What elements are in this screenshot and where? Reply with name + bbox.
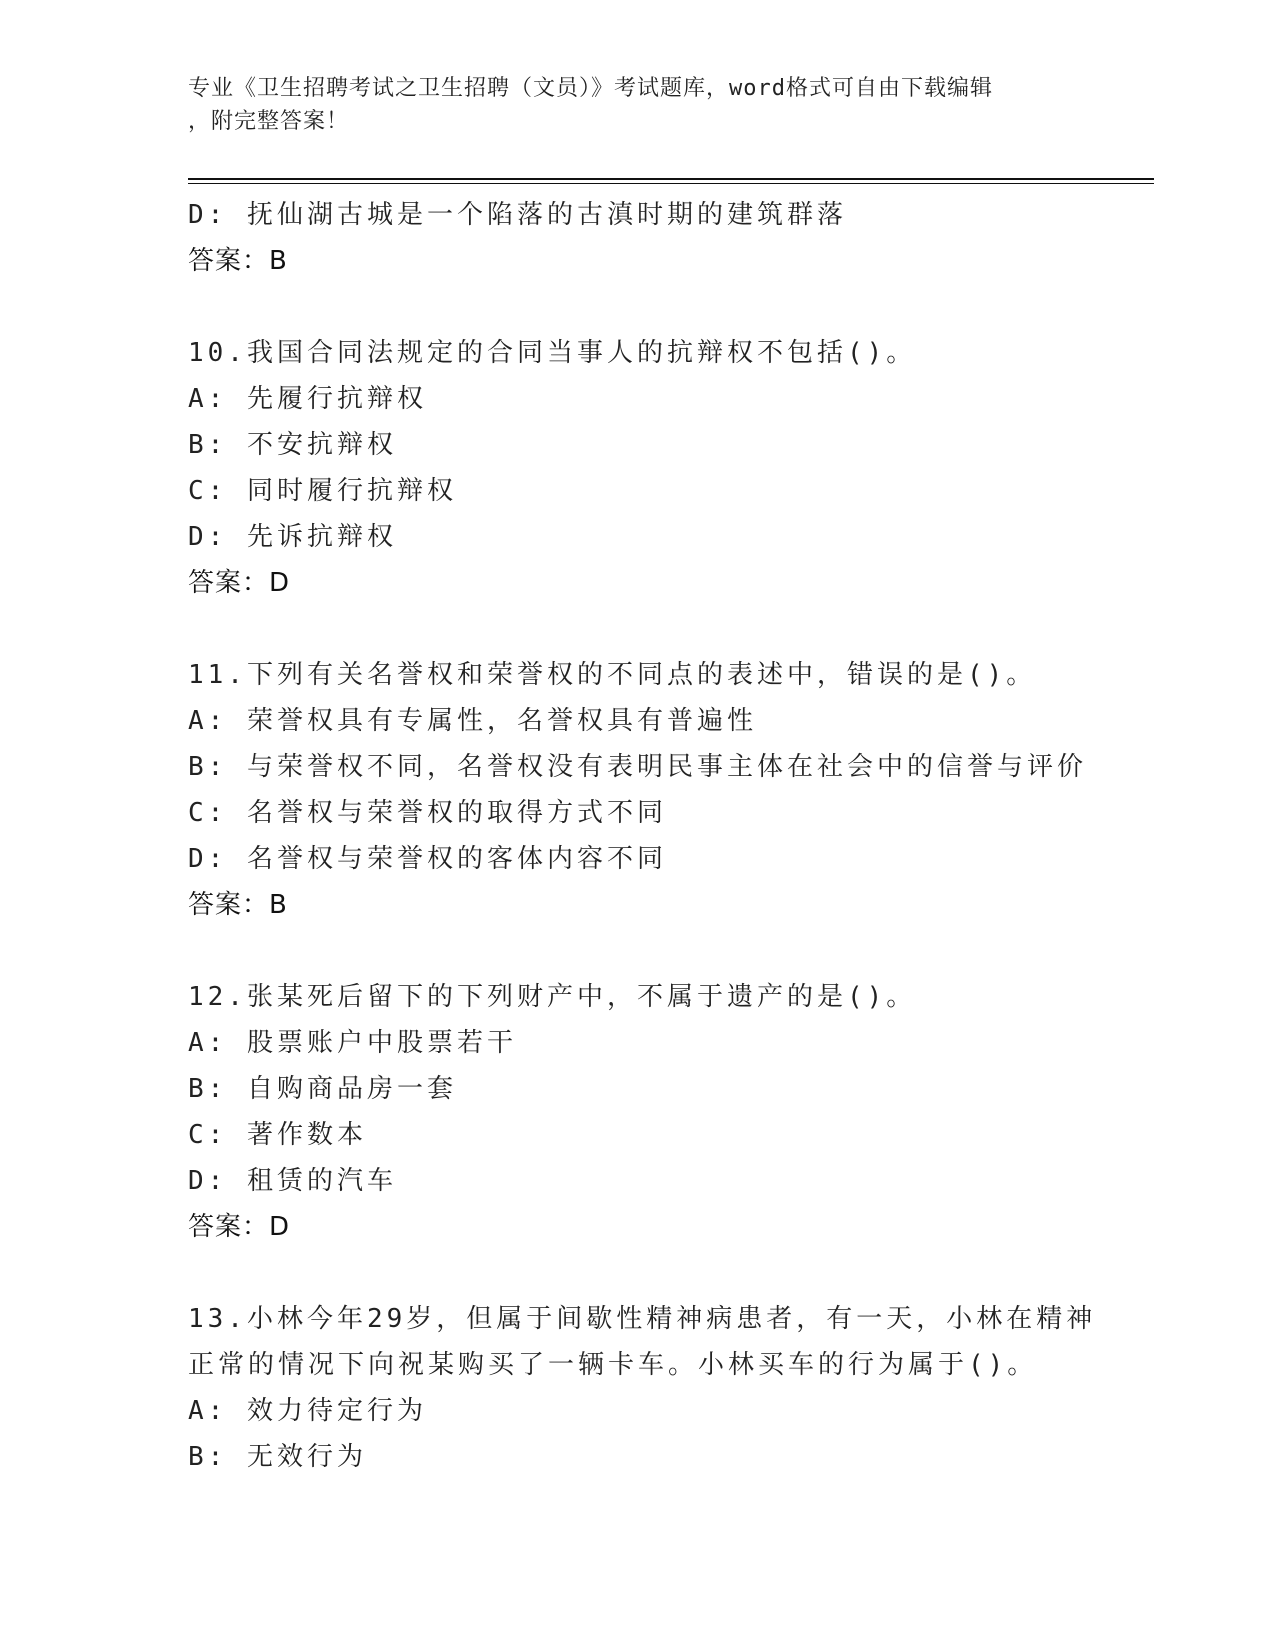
option-b: B: 无效行为 [188, 1442, 367, 1472]
answer-line: 答案：D [188, 1212, 291, 1242]
spacer [188, 928, 1088, 974]
option-c: C: 著作数本 [188, 1120, 367, 1150]
header-rule-thick [188, 178, 1154, 180]
option-a: A: 荣誉权具有专属性，名誉权具有普遍性 [188, 706, 757, 736]
question-11 [188, 652, 1088, 928]
option-d: D: 抚仙湖古城是一个陷落的古滇时期的建筑群落 [188, 200, 847, 230]
question-12 [188, 974, 1088, 1250]
carryover-block [188, 192, 1088, 284]
option-b: B: 不安抗辩权 [188, 430, 397, 460]
option-d: D: 名誉权与荣誉权的客体内容不同 [188, 844, 667, 874]
answer-line: 答案：B [188, 890, 288, 920]
question-list [188, 192, 1097, 1480]
option-d: D: 先诉抗辩权 [188, 522, 397, 552]
question-stem-continued: 正常的情况下向祝某购买了一辆卡车。小林买车的行为属于()。 [188, 1350, 1038, 1380]
header-line-1: 专业《卫生招聘考试之卫生招聘（文员）》考试题库，word格式可自由下载编辑 [188, 76, 993, 101]
answer-line: 答案：B [188, 246, 288, 276]
option-c: C: 同时履行抗辩权 [188, 476, 457, 506]
question-stem: 10.我国合同法规定的合同当事人的抗辩权不包括()。 [188, 338, 917, 368]
option-b: B: 自购商品房一套 [188, 1074, 457, 1104]
document-header [188, 72, 1068, 138]
option-d: D: 租赁的汽车 [188, 1166, 397, 1196]
question-stem: 12.张某死后留下的下列财产中，不属于遗产的是()。 [188, 982, 917, 1012]
option-c: C: 名誉权与荣誉权的取得方式不同 [188, 798, 667, 828]
option-a: A: 股票账户中股票若干 [188, 1028, 517, 1058]
header-line-2: ，附完整答案！ [188, 109, 350, 134]
option-b: B: 与荣誉权不同，名誉权没有表明民事主体在社会中的信誉与评价 [188, 752, 1087, 782]
question-13 [188, 1296, 1097, 1480]
option-a: A: 效力待定行为 [188, 1396, 427, 1426]
header-rule-thin [188, 183, 1154, 184]
question-stem: 13.小林今年29岁，但属于间歇性精神病患者，有一天，小林在精神 [188, 1304, 1097, 1334]
question-10 [188, 330, 1088, 606]
option-a: A: 先履行抗辩权 [188, 384, 427, 414]
spacer [188, 284, 1088, 330]
spacer [188, 606, 1088, 652]
spacer [188, 1250, 1088, 1296]
question-stem: 11.下列有关名誉权和荣誉权的不同点的表述中，错误的是()。 [188, 660, 1037, 690]
answer-line: 答案：D [188, 568, 291, 598]
